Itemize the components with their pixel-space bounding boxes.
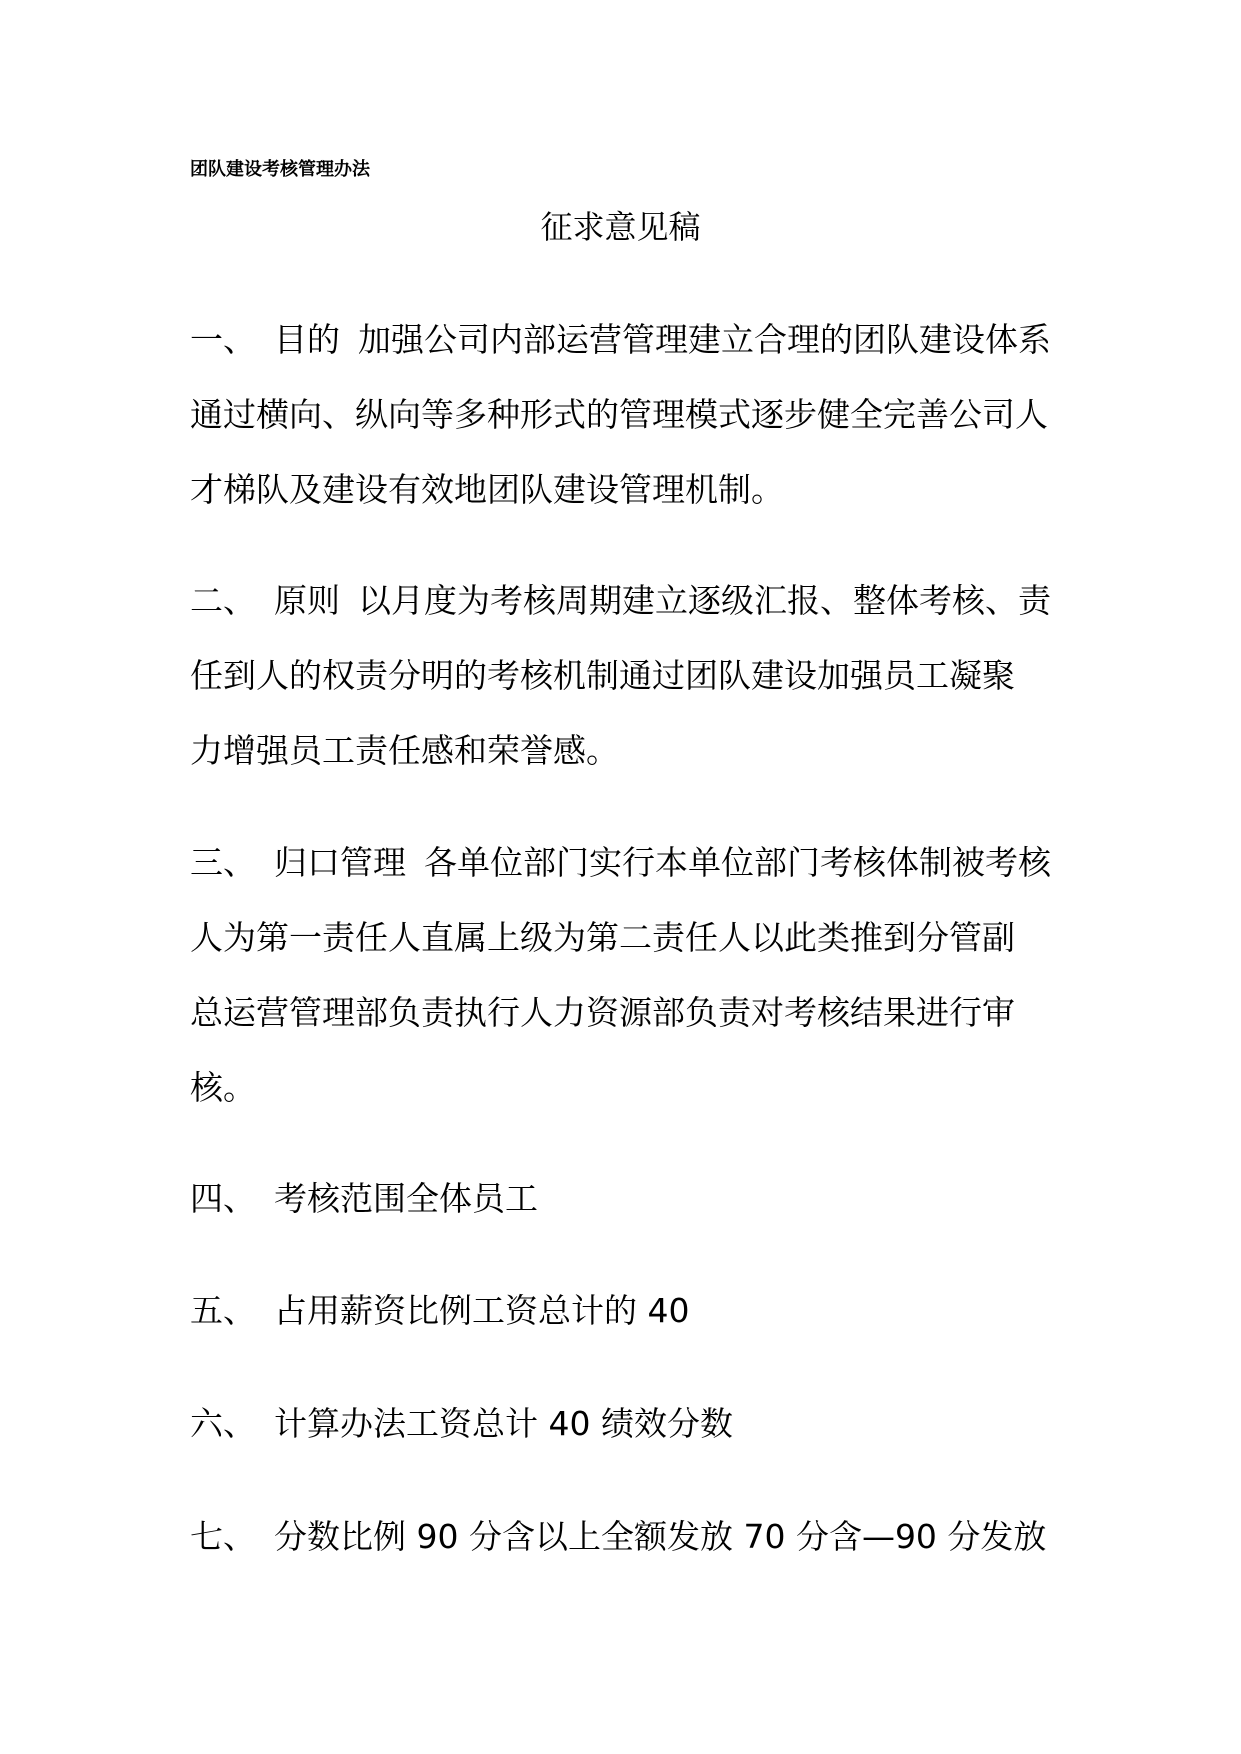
section-line xyxy=(190,825,1070,900)
section-text: 核。 xyxy=(190,1068,256,1107)
section-line xyxy=(190,1161,1070,1236)
section-text: 考核范围全体员工 xyxy=(274,1179,538,1218)
section-line xyxy=(190,1386,1070,1461)
section-4 xyxy=(190,1161,1070,1236)
section-number: 二、 xyxy=(190,581,256,620)
section-5 xyxy=(190,1273,1070,1348)
document-header-title: 团队建设考核管理办法 xyxy=(190,159,370,180)
section-number: 一、 xyxy=(190,320,256,359)
section-text: 总运营管理部负责执行人力资源部负责对考核结果进行审 xyxy=(190,993,1015,1032)
section-heading: 归口管理 xyxy=(274,843,406,882)
section-line xyxy=(190,302,1070,377)
section-2 xyxy=(190,563,1070,788)
section-number: 六、 xyxy=(190,1404,256,1443)
section-6 xyxy=(190,1386,1070,1461)
section-heading: 目的 xyxy=(274,320,340,359)
section-1 xyxy=(190,302,1070,527)
section-number: 四、 xyxy=(190,1179,256,1218)
section-text: 才梯队及建设有效地团队建设管理机制。 xyxy=(190,470,784,509)
section-line xyxy=(190,563,1070,638)
section-text: 人为第一责任人直属上级为第二责任人以此类推到分管副 xyxy=(190,918,1015,957)
section-text: 计算办法工资总计 40 绩效分数 xyxy=(274,1404,733,1443)
section-text: 各单位部门实行本单位部门考核体制被考核 xyxy=(424,843,1051,882)
section-number: 五、 xyxy=(190,1291,256,1330)
section-text: 任到人的权责分明的考核机制通过团队建设加强员工凝聚 xyxy=(190,656,1015,695)
section-number: 七、 xyxy=(190,1517,256,1556)
section-text: 占用薪资比例工资总计的 40 xyxy=(274,1291,690,1330)
section-line xyxy=(190,1273,1070,1348)
section-text: 分数比例 90 分含以上全额发放 70 分含—90 分发放 xyxy=(274,1517,1047,1556)
section-text: 以月度为考核周期建立逐级汇报、整体考核、责 xyxy=(358,581,1051,620)
section-text: 通过横向、纵向等多种形式的管理模式逐步健全完善公司人 xyxy=(190,395,1048,434)
section-number: 三、 xyxy=(190,843,256,882)
section-text: 力增强员工责任感和荣誉感。 xyxy=(190,731,619,770)
section-3 xyxy=(190,825,1070,1125)
section-7 xyxy=(190,1499,1070,1574)
section-line xyxy=(190,1499,1070,1574)
section-heading: 原则 xyxy=(274,581,340,620)
document-subtitle: 征求意见稿 xyxy=(540,208,701,246)
section-text: 加强公司内部运营管理建立合理的团队建设体系 xyxy=(358,320,1051,359)
